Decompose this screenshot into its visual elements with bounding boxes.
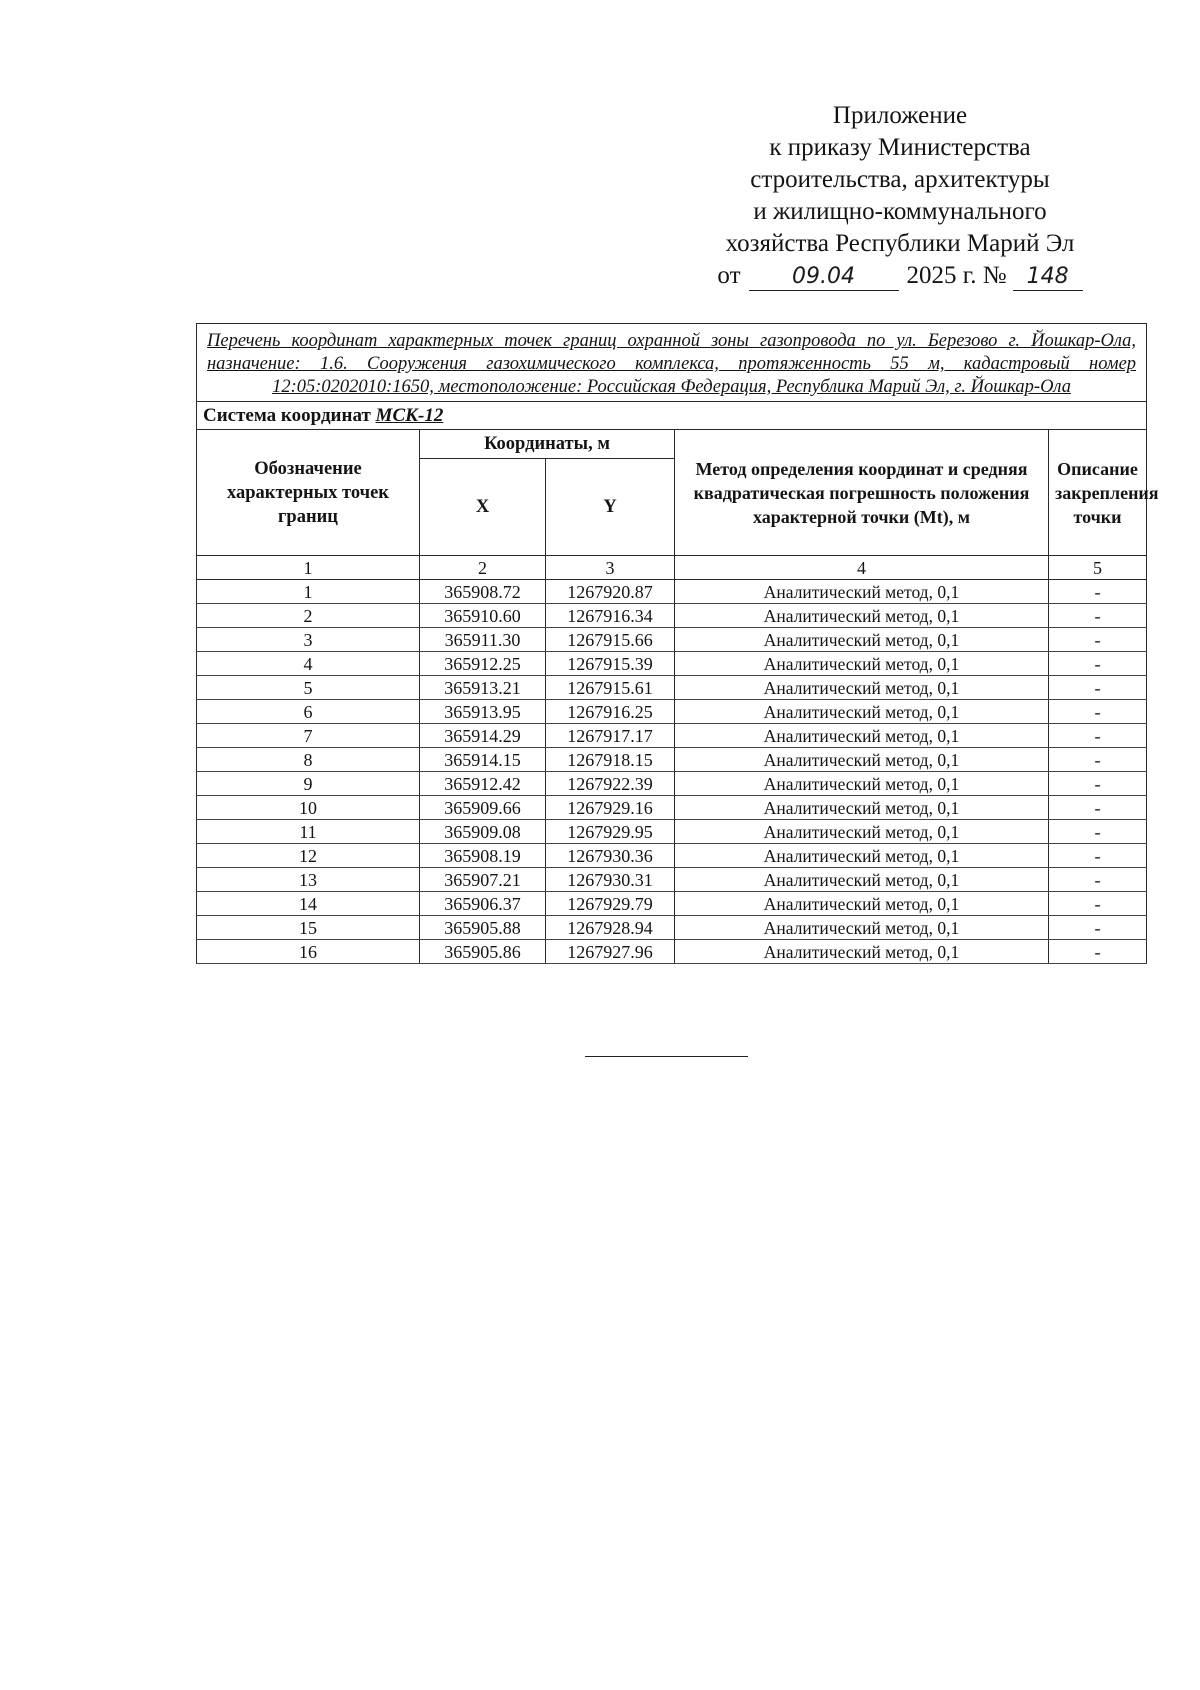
point-id-cell: 14	[197, 892, 420, 916]
description-cell: -	[1049, 916, 1147, 940]
method-cell: Аналитический метод, 0,1	[675, 676, 1049, 700]
table-body	[197, 580, 1147, 964]
description-cell: -	[1049, 628, 1147, 652]
point-id-cell: 12	[197, 844, 420, 868]
table-row	[197, 796, 1147, 820]
point-id-cell: 3	[197, 628, 420, 652]
table-row	[197, 748, 1147, 772]
x-coordinate-cell: 365907.21	[420, 868, 546, 892]
point-id-cell: 16	[197, 940, 420, 964]
appendix-line: и жилищно-коммунального	[753, 198, 1047, 225]
x-coordinate-cell: 365905.88	[420, 916, 546, 940]
appendix-block	[690, 100, 1110, 292]
handwritten-order-number: 148	[1013, 264, 1083, 291]
point-id-cell: 9	[197, 772, 420, 796]
point-id-cell: 1	[197, 580, 420, 604]
table-row	[197, 820, 1147, 844]
header-method: Метод определения координат и средняя квадратическая погрешность положения характерной точки (Mt), м	[675, 430, 1049, 556]
system-label: Система координат	[203, 405, 371, 426]
handwritten-date: 09.04	[749, 264, 899, 291]
table-row	[197, 868, 1147, 892]
point-id-cell: 5	[197, 676, 420, 700]
caption-row	[197, 324, 1147, 402]
table-row	[197, 676, 1147, 700]
x-coordinate-cell: 365913.95	[420, 700, 546, 724]
method-cell: Аналитический метод, 0,1	[675, 796, 1049, 820]
point-id-cell: 8	[197, 748, 420, 772]
point-id-cell: 11	[197, 820, 420, 844]
x-coordinate-cell: 365913.21	[420, 676, 546, 700]
method-cell: Аналитический метод, 0,1	[675, 652, 1049, 676]
description-cell: -	[1049, 748, 1147, 772]
method-cell: Аналитический метод, 0,1	[675, 940, 1049, 964]
x-coordinate-cell: 365905.86	[420, 940, 546, 964]
x-coordinate-cell: 365914.29	[420, 724, 546, 748]
y-coordinate-cell: 1267929.79	[546, 892, 675, 916]
description-cell: -	[1049, 892, 1147, 916]
column-number: 3	[546, 556, 675, 580]
y-coordinate-cell: 1267928.94	[546, 916, 675, 940]
method-cell: Аналитический метод, 0,1	[675, 604, 1049, 628]
method-cell: Аналитический метод, 0,1	[675, 724, 1049, 748]
y-coordinate-cell: 1267918.15	[546, 748, 675, 772]
table-row	[197, 628, 1147, 652]
method-cell: Аналитический метод, 0,1	[675, 892, 1049, 916]
description-cell: -	[1049, 796, 1147, 820]
point-id-cell: 10	[197, 796, 420, 820]
table-row	[197, 940, 1147, 964]
point-id-cell: 6	[197, 700, 420, 724]
year-text: 2025 г. №	[906, 262, 1007, 289]
description-cell: -	[1049, 700, 1147, 724]
y-coordinate-cell: 1267927.96	[546, 940, 675, 964]
method-cell: Аналитический метод, 0,1	[675, 820, 1049, 844]
x-coordinate-cell: 365906.37	[420, 892, 546, 916]
column-number: 4	[675, 556, 1049, 580]
description-cell: -	[1049, 772, 1147, 796]
y-coordinate-cell: 1267915.66	[546, 628, 675, 652]
column-number: 1	[197, 556, 420, 580]
x-coordinate-cell: 365910.60	[420, 604, 546, 628]
point-id-cell: 2	[197, 604, 420, 628]
table-row	[197, 700, 1147, 724]
column-number-row	[197, 556, 1147, 580]
method-cell: Аналитический метод, 0,1	[675, 916, 1049, 940]
appendix-line: строительства, архитектуры	[750, 166, 1050, 193]
point-id-cell: 13	[197, 868, 420, 892]
description-cell: -	[1049, 868, 1147, 892]
x-coordinate-cell: 365909.66	[420, 796, 546, 820]
y-coordinate-cell: 1267915.61	[546, 676, 675, 700]
footer-divider	[585, 1056, 748, 1057]
coordinate-system	[197, 402, 1147, 430]
appendix-line: к приказу Министерства	[769, 134, 1031, 161]
y-coordinate-cell: 1267922.39	[546, 772, 675, 796]
x-coordinate-cell: 365909.08	[420, 820, 546, 844]
point-id-cell: 7	[197, 724, 420, 748]
header-point-designation: Обозначение характерных точек границ	[197, 430, 420, 556]
description-cell: -	[1049, 652, 1147, 676]
x-coordinate-cell: 365912.25	[420, 652, 546, 676]
table-row	[197, 604, 1147, 628]
description-cell: -	[1049, 604, 1147, 628]
table-row	[197, 580, 1147, 604]
table-row	[197, 772, 1147, 796]
table-row	[197, 892, 1147, 916]
column-number: 5	[1049, 556, 1147, 580]
appendix-title: Приложение	[832, 102, 968, 129]
table-row	[197, 916, 1147, 940]
y-coordinate-cell: 1267916.25	[546, 700, 675, 724]
description-cell: -	[1049, 580, 1147, 604]
description-cell: -	[1049, 820, 1147, 844]
header-coordinates: Координаты, м	[420, 430, 675, 459]
method-cell: Аналитический метод, 0,1	[675, 748, 1049, 772]
y-coordinate-cell: 1267915.39	[546, 652, 675, 676]
x-coordinate-cell: 365912.42	[420, 772, 546, 796]
point-id-cell: 4	[197, 652, 420, 676]
y-coordinate-cell: 1267920.87	[546, 580, 675, 604]
x-coordinate-cell: 365908.19	[420, 844, 546, 868]
method-cell: Аналитический метод, 0,1	[675, 772, 1049, 796]
coordinates-table-container	[196, 323, 1159, 964]
description-cell: -	[1049, 724, 1147, 748]
description-cell: -	[1049, 676, 1147, 700]
header-y: Y	[546, 459, 675, 556]
y-coordinate-cell: 1267917.17	[546, 724, 675, 748]
x-coordinate-cell: 365914.15	[420, 748, 546, 772]
y-coordinate-cell: 1267930.36	[546, 844, 675, 868]
method-cell: Аналитический метод, 0,1	[675, 580, 1049, 604]
method-cell: Аналитический метод, 0,1	[675, 700, 1049, 724]
date-prefix: от	[717, 262, 741, 289]
header-row-1	[197, 430, 1147, 459]
header-description: Описание закрепления точки	[1049, 430, 1147, 556]
coordinates-table	[196, 323, 1159, 964]
method-cell: Аналитический метод, 0,1	[675, 868, 1049, 892]
y-coordinate-cell: 1267930.31	[546, 868, 675, 892]
method-cell: Аналитический метод, 0,1	[675, 844, 1049, 868]
order-date-line	[690, 260, 1110, 292]
column-number: 2	[420, 556, 546, 580]
x-coordinate-cell: 365908.72	[420, 580, 546, 604]
description-cell: -	[1049, 844, 1147, 868]
x-coordinate-cell: 365911.30	[420, 628, 546, 652]
appendix-line: хозяйства Республики Марий Эл	[725, 230, 1075, 257]
system-row	[197, 402, 1147, 430]
point-id-cell: 15	[197, 916, 420, 940]
y-coordinate-cell: 1267916.34	[546, 604, 675, 628]
table-row	[197, 652, 1147, 676]
system-value: МСК-12	[375, 405, 444, 426]
description-cell: -	[1049, 940, 1147, 964]
table-row	[197, 844, 1147, 868]
y-coordinate-cell: 1267929.95	[546, 820, 675, 844]
method-cell: Аналитический метод, 0,1	[675, 628, 1049, 652]
header-x: X	[420, 459, 546, 556]
table-row	[197, 724, 1147, 748]
y-coordinate-cell: 1267929.16	[546, 796, 675, 820]
table-caption: Перечень координат характерных точек границ охранной зоны газопровода по ул. Березово г. Йошкар-Ола, назначение: 1.6. Сооружения газохимического комплекса, протяженность 55 м, кадастровый номер 12:05:0202010:1650, местоположение: Российская Федерация, Республика Марий Эл, г. Йошкар-Ола	[197, 324, 1147, 402]
